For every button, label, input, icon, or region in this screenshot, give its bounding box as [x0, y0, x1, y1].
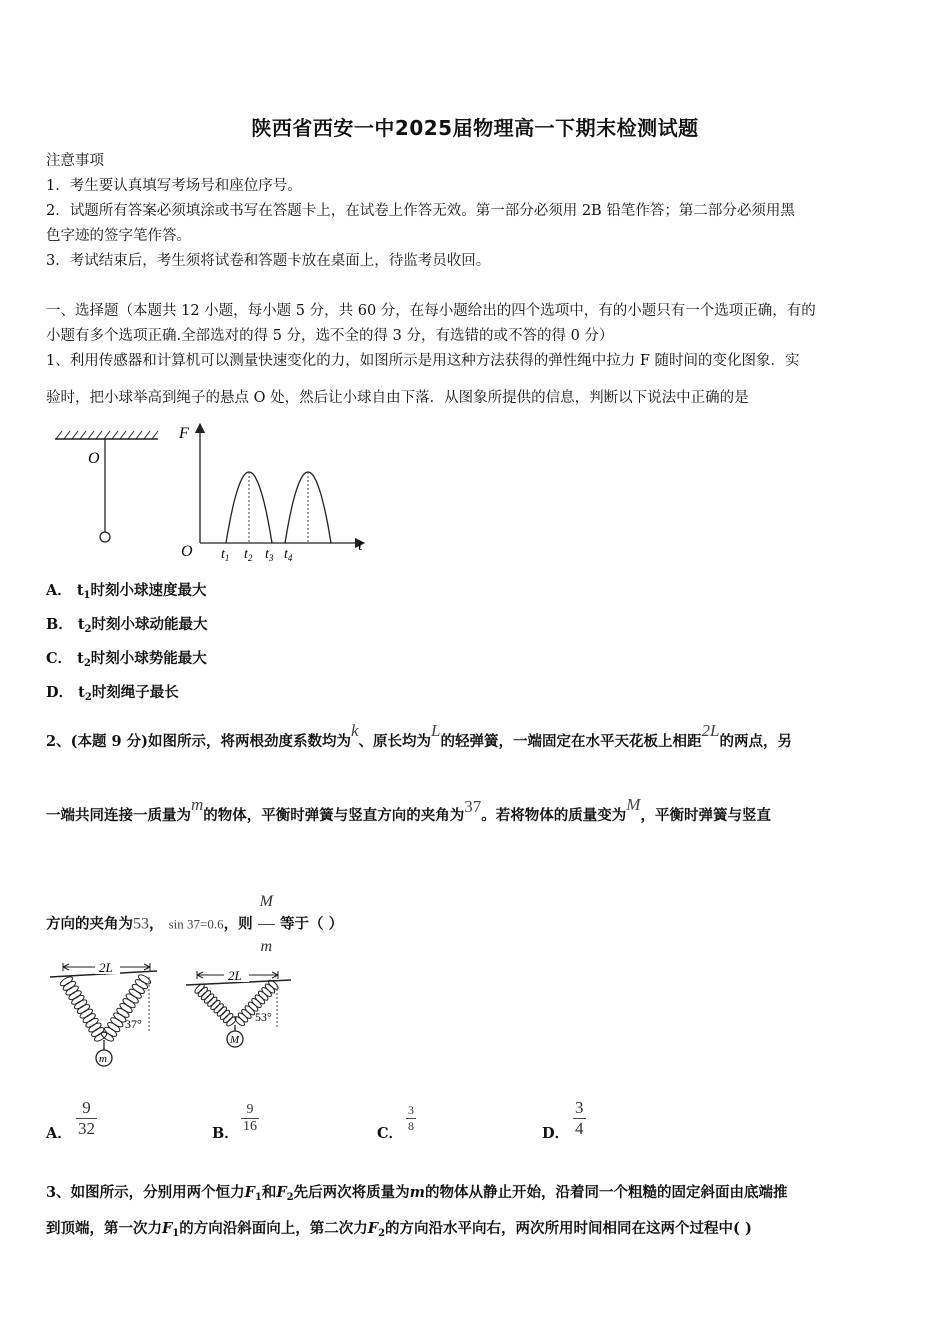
spring-coil [203, 992, 215, 1004]
section1-line1: 一、选择题（本题共 12 小题，每小题 5 分，共 60 分，在每小题给出的四个选项中，有的小题只有一个选项正确，有的 [46, 303, 816, 319]
q1-line1: 1、利用传感器和计算机可以测量快速变化的力，如图所示是用这种方法获得的弹性绳中拉力 F 随时间的变化图象．实 [46, 353, 800, 369]
q2-figure-left [45, 955, 170, 1075]
section1-line2: 小题有多个选项正确.全部选对的得 5 分，选不全的得 3 分，有选错的或不答的得 0 分） [46, 328, 614, 344]
q2-line3: 方向的夹角为53， sin 37=0.6，则 $\frac{M}{m}$ 等于（ ） [46, 880, 906, 969]
q2-line1: 2、(本题 9 分)如图所示，将两根劲度系数均为k、原长均为L的轻弹簧，一端固定在水平天花板上相距2L的两点，另 [46, 721, 792, 750]
q2-option-d[interactable]: D． $\frac{3}{4}$ [542, 1098, 584, 1142]
right-span-label: 2L [228, 968, 242, 983]
q2-option-c[interactable]: C． $\frac{3}{8}$ [377, 1103, 414, 1142]
q2-ratio-fraction: $\frac{M}{m}$ [258, 880, 275, 969]
q1-option-b[interactable]: B． $t_2$时刻小球动能最大 [46, 616, 208, 635]
spring-coil [209, 999, 221, 1011]
q2-figure-right [183, 965, 298, 1060]
spring-coil [197, 986, 209, 998]
right-angle-label: 53° [255, 1010, 272, 1024]
page-title: 陕西省西安一中2025届物理高一下期末检测试题 [251, 116, 699, 140]
q2-option-a[interactable]: A． $\frac{9}{32}$ [46, 1098, 95, 1142]
q2-line2: 一端共同连接一质量为m的物体，平衡时弹簧与竖直方向的夹角为37。若将物体的质量变为M，平衡时弹簧与竖直 [46, 795, 771, 824]
spring-coil [100, 1030, 115, 1043]
spring-coil [222, 1012, 234, 1024]
spring-coil [137, 973, 152, 986]
tick-t1: $t_1$ [221, 547, 230, 563]
q1-option-d[interactable]: D． $t_2$时刻绳子最长 [46, 684, 179, 703]
tick-t2: $t_2$ [244, 547, 253, 563]
q1-pendulum-figure [50, 425, 170, 550]
q2-option-b[interactable]: B． $\frac{9}{16}$ [212, 1102, 257, 1142]
spring-coil [109, 1016, 124, 1029]
notice-item-2: 2．试题所有答案必须填涂或书写在答题卡上，在试卷上作答无效。第一部分必须用 2B 铅笔作答；第二部分必须用黑 [46, 203, 795, 219]
x-axis-label: t [358, 537, 363, 554]
tick-t3: $t_3$ [265, 547, 274, 563]
ball-icon [100, 532, 110, 542]
left-mass-label: m [99, 1053, 107, 1065]
right-mass-label: M [230, 1034, 240, 1046]
spring-coil [216, 1005, 228, 1017]
spring-coil [131, 983, 146, 996]
q1-line2: 验时，把小球举高到绳子的悬点 O 处，然后让小球自由下落．从图象所提供的信息，判断以下说法中正确的是 [46, 390, 749, 406]
left-span-label: 2L [99, 960, 113, 975]
q3-line1: 3、如图所示，分别用两个恒力$F_1$和$F_2$先后两次将质量为m的物体从静止开始，沿着同一个粗糙的固定斜面由底端推 [46, 1184, 788, 1203]
q1-option-a[interactable]: A． $t_1$时刻小球速度最大 [46, 582, 207, 601]
tick-t4: $t_4$ [284, 547, 293, 563]
point-o-label: O [88, 450, 100, 467]
notice-item-2-cont: 色字迹的签字笔作答。 [46, 228, 191, 244]
origin-label: O [181, 543, 193, 560]
y-axis-label: F [179, 425, 189, 442]
notice-item-1: 1．考生要认真填写考场号和座位序号。 [46, 178, 302, 194]
left-angle-label: 37° [125, 1017, 142, 1031]
q1-force-time-graph [172, 420, 372, 565]
spring-coil [118, 1002, 133, 1015]
notice-heading: 注意事项 [46, 153, 104, 169]
notice-item-3: 3．考试结束后，考生须将试卷和答题卡放在桌面上，待监考员收回。 [46, 253, 491, 269]
spring-coil [122, 997, 137, 1010]
q3-line2: 到顶端，第一次力$F_1$的方向沿斜面向上，第二次力$F_2$的方向沿水平向右，两次所用时间相同在这两个过程中( ) [46, 1220, 752, 1239]
q1-option-c[interactable]: C． $t_2$时刻小球势能最大 [46, 650, 207, 669]
